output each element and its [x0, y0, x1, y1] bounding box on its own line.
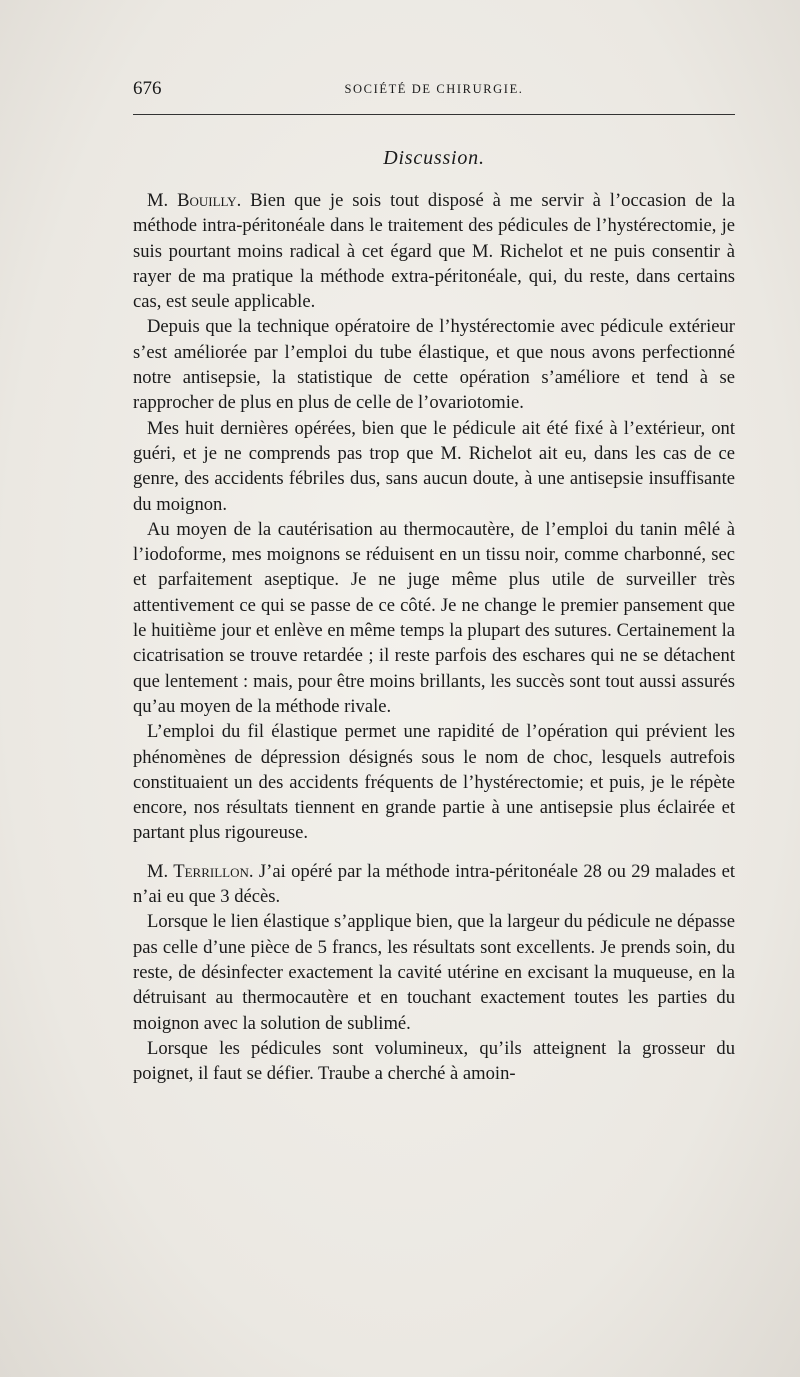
page-number: 676: [133, 78, 162, 99]
paragraph-text: Bien que je sois tout disposé à me servir à l’occasion de la méthode intra-péritonéale dans le traitement des pédicules de l’hystérectomie, je suis pourtant moins radical à cet égard que M. Richelot et ne puis consentir à rayer de ma pratique la méthode extra-péritonéale, qui, du reste, dans certains cas, est seule applicable.: [133, 190, 735, 313]
paragraph-text: L’emploi du fil élastique permet une rapidité de l’opération qui prévient les phénomènes de dépression désignés sous le nom de choc, lesquels autrefois constituaient un des accidents fréquents de l’hystérectomie; et puis, je le répète encore, nos résultats tiennent en grande partie à une antisepsie plus éclairée et partant plus rigoureuse.: [133, 721, 735, 844]
paragraph-text: Au moyen de la cautérisation au thermocautère, de l’emploi du tanin mêlé à l’iodoforme, mes moignons se réduisent en un tissu noir, comme charbonné, sec et parfaitement aseptique. Je ne juge même plus utile de surveiller très attentivement ce qui se passe de ce côté. Je ne change le premier pansement que le huitième jour et enlève en même temps la plupart des sutures. Certainement la cicatrisation se trouve retardée ; il reste parfois des eschares qui ne se détachent que lentement : mais, pour être moins brillants, les succès sont tout aussi assurés qu’au moyen de la méthode rivale.: [133, 518, 735, 717]
page-header: [133, 78, 735, 104]
paragraph: [133, 909, 735, 1035]
paragraph: [133, 859, 735, 910]
paragraph: [133, 416, 735, 517]
paragraph: [133, 517, 735, 719]
paragraph-text: Mes huit dernières opérées, bien que le pédicule ait été fixé à l’extérieur, ont guéri, et je ne comprends pas trop que M. Richelot ait eu, dans les cas de ce genre, des accidents fébriles dus, sans aucun doute, à une antisepsie insuffisante du moignon.: [133, 417, 735, 515]
paragraph-text: Lorsque les pédicules sont volumineux, qu’ils atteignent la grosseur du poignet, il faut se défier. Traube a cherché à amoin-: [133, 1037, 735, 1085]
body-text: [133, 188, 735, 1086]
paragraph: [133, 314, 735, 415]
speaker-name: M. Bouilly.: [147, 190, 242, 211]
paragraph: [133, 719, 735, 845]
speaker-name: M. Terrillon.: [147, 860, 254, 882]
paragraph-text: Lorsque le lien élastique s’applique bien, que la largeur du pédicule ne dépasse pas celle d’une pièce de 5 francs, les résultats sont excellents. Je prends soin, du reste, de désinfecter exactement la cavité utérine en excisant la muqueuse, en la détruisant au thermocautère et en touchant exactement toutes les parties du moignon avec la solution de sublimé.: [133, 911, 735, 1034]
header-rule: [133, 114, 735, 115]
paragraph-text: J’ai opéré par la méthode intra-péritonéale 28 ou 29 malades et n’ai eu que 3 décès.: [133, 860, 735, 908]
paragraph-text: Depuis que la technique opératoire de l’hystérectomie avec pédicule extérieur s’est améliorée par l’emploi du tube élastique, et que nous avons perfectionné notre antisepsie, la statistique de cette opération s’améliore et tend à se rapprocher de plus en plus de celle de l’ovariotomie.: [133, 316, 735, 414]
running-title: SOCIÉTÉ DE CHIRURGIE.: [344, 82, 524, 96]
paragraph: [133, 1036, 735, 1087]
paragraph: [133, 188, 735, 314]
section-heading: Discussion.: [383, 147, 485, 169]
